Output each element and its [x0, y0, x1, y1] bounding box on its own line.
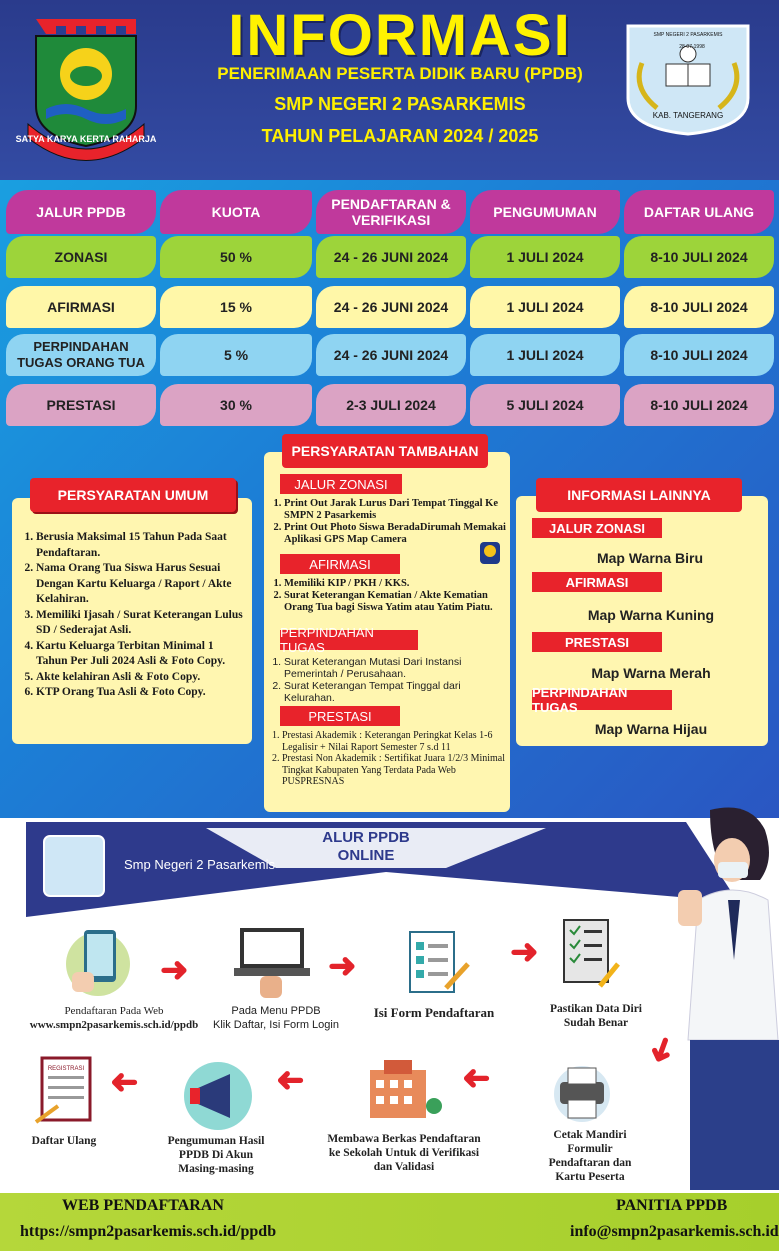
- row-perpindahan-ulang: 8-10 JULI 2024: [624, 334, 774, 376]
- row-afirmasi-jalur: AFIRMASI: [6, 286, 156, 328]
- list-item: 1. Memiliki KIP / PKH / KKS.: [284, 578, 508, 590]
- list-item: 4. Kartu Keluarga Terbitan Minimal 1 Tahun Per Juli 2024 Asli & Foto Copy.: [36, 639, 246, 670]
- step-4-line2: Sudah Benar: [563, 1017, 629, 1029]
- step-7-line1: Pengumuman Hasil: [167, 1135, 265, 1147]
- step-7-label: [146, 1134, 286, 1176]
- step-1-label: [14, 1004, 214, 1032]
- lainnya-pindah-value: Map Warna Hijau: [594, 721, 708, 737]
- lainnya-afirmasi-label: AFIRMASI: [532, 572, 662, 592]
- svg-text:Smp Negeri 2 Pasarkemis: Smp Negeri 2 Pasarkemis: [124, 857, 275, 872]
- row-zonasi-jalur: ZONASI: [6, 236, 156, 278]
- step-6-line3: dan Validasi: [373, 1161, 435, 1173]
- col-header-pendaftaran: PENDAFTARAN & VERIFIKASI: [316, 190, 466, 234]
- col-header-daftar-ulang: DAFTAR ULANG: [624, 190, 774, 234]
- step-8-label: Daftar Ulang: [31, 1135, 97, 1147]
- row-perpindahan-daftar: 24 - 26 JUNI 2024: [316, 334, 466, 376]
- persyaratan-umum-list: [22, 530, 246, 701]
- tambahan-prestasi-label: PRESTASI: [280, 706, 400, 726]
- registration-form-icon: [34, 1056, 98, 1128]
- form-icon: [402, 928, 474, 998]
- tangerang-logo: [15, 14, 157, 164]
- step-6-line2: ke Sekolah Untuk di Verifikasi: [328, 1147, 480, 1159]
- svg-text:KAB. TANGERANG: KAB. TANGERANG: [652, 111, 724, 120]
- row-perpindahan-jalur: PERPINDAHAN TUGAS ORANG TUA: [6, 334, 156, 376]
- footer-email[interactable]: info@smpn2pasarkemis.sch.id: [570, 1223, 779, 1240]
- step-1-line2: www.smpn2pasarkemis.sch.id/ppdb: [29, 1019, 199, 1031]
- list-item: 1. Berusia Maksimal 15 Tahun Pada Saat Pendaftaran.: [36, 530, 246, 561]
- col-header-pengumuman: PENGUMUMAN: [470, 190, 620, 234]
- step-5-line3: Pendaftaran dan: [548, 1157, 632, 1169]
- list-item: 1. Surat Keterangan Mutasi Dari Instansi Pemerintah / Perusahaan.: [284, 656, 508, 680]
- gps-camera-icon: [480, 542, 500, 564]
- arrow-left-icon: ➜: [276, 1061, 305, 1099]
- step-5-label: [520, 1128, 660, 1184]
- step-2-label: [196, 1004, 356, 1032]
- arrow-right-icon: ➜: [510, 933, 539, 971]
- step-5-line1: Cetak Mandiri: [553, 1129, 627, 1141]
- row-prestasi-kuota: 30 %: [160, 384, 312, 426]
- svg-text:SMP NEGERI 2 PASARKEMIS: SMP NEGERI 2 PASARKEMIS: [653, 32, 723, 38]
- row-perpindahan-umum: 1 JULI 2024: [470, 334, 620, 376]
- subtitle-year: TAHUN PELAJARAN 2024 / 2025: [261, 126, 539, 146]
- row-prestasi-daftar: 2-3 JULI 2024: [316, 384, 466, 426]
- row-zonasi-umum: 1 JULI 2024: [470, 236, 620, 278]
- list-item: 3. Memiliki Ijasah / Surat Keterangan Lulus SD / Sederajat Asli.: [36, 608, 246, 639]
- step-3-label: Isi Form Pendaftaran: [373, 1005, 495, 1020]
- checklist-icon: [560, 916, 620, 992]
- subtitle-school: SMP NEGERI 2 PASARKEMIS: [274, 94, 526, 114]
- arrow-down-icon: ➜: [639, 1030, 685, 1070]
- lainnya-afirmasi-value: Map Warna Kuning: [587, 607, 715, 623]
- header-banner: [0, 0, 779, 180]
- tambahan-pindah-label: PERPINDAHAN TUGAS: [280, 630, 418, 650]
- list-item: 2. Nama Orang Tua Siswa Harus Sesuai Dengan Kartu Keluarga / Raport / Akte Kelahiran.: [36, 561, 246, 608]
- list-item: 2. Surat Keterangan Kematian / Akte Kematian Orang Tua bagi Siswa Yatim atau Yatim Piatu.: [284, 590, 508, 614]
- printer-icon: [550, 1060, 614, 1122]
- step-7-line2: PPDB Di Akun: [178, 1149, 254, 1161]
- footer-web-url[interactable]: https://smpn2pasarkemis.sch.id/ppdb: [20, 1223, 277, 1240]
- row-afirmasi-umum: 1 JULI 2024: [470, 286, 620, 328]
- alur-banner: [26, 822, 738, 917]
- tambahan-prestasi-list: [268, 730, 508, 788]
- step-2-line1: Pada Menu PPDB: [231, 1005, 321, 1017]
- list-item: 2. Print Out Photo Siswa BeradaDirumah Memakai Aplikasi GPS Map Camera: [284, 522, 508, 546]
- laptop-icon: [232, 922, 312, 1000]
- step-4-line1: Pastikan Data Diri: [550, 1003, 642, 1015]
- row-afirmasi-daftar: 24 - 26 JUNI 2024: [316, 286, 466, 328]
- step-2-line2: Klik Daftar, Isi Form Login: [213, 1019, 339, 1031]
- col-header-kuota: KUOTA: [160, 190, 312, 234]
- arrow-left-icon: ➜: [110, 1063, 139, 1101]
- step-4-label: [526, 1002, 666, 1030]
- list-item: 1. Prestasi Akademik : Keterangan Peringkat Kelas 1-6 Legalisir + Nilai Raport Semester 7 s.d 11: [282, 730, 508, 753]
- row-prestasi-umum: 5 JULI 2024: [470, 384, 620, 426]
- tablet-icon: [62, 924, 134, 998]
- row-prestasi-ulang: 8-10 JULI 2024: [624, 384, 774, 426]
- list-item: 2. Surat Keterangan Tempat Tinggal dari Kelurahan.: [284, 680, 508, 704]
- tambahan-afirmasi-list: [270, 578, 508, 614]
- footer-bar: [0, 1190, 779, 1251]
- subtitle-ppdb: PENERIMAAN PESERTA DIDIK BARU (PPDB): [217, 64, 583, 83]
- school-logo: [622, 18, 754, 136]
- step-5-line4: Kartu Peserta: [555, 1171, 625, 1183]
- step-6-line1: Membawa Berkas Pendaftaran: [327, 1133, 481, 1145]
- informasi-lainnya-title: INFORMASI LAINNYA: [536, 478, 742, 512]
- row-zonasi-kuota: 50 %: [160, 236, 312, 278]
- svg-text:ONLINE: ONLINE: [337, 847, 395, 864]
- step-7-line3: Masing-masing: [178, 1163, 254, 1175]
- megaphone-icon: [180, 1060, 256, 1132]
- svg-text:SATYA KARYA KERTA RAHARJA: SATYA KARYA KERTA RAHARJA: [15, 134, 157, 144]
- tambahan-zonasi-label: JALUR ZONASI: [280, 474, 402, 494]
- lainnya-zonasi-value: Map Warna Biru: [596, 550, 704, 566]
- row-zonasi-ulang: 8-10 JULI 2024: [624, 236, 774, 278]
- arrow-right-icon: ➜: [328, 947, 357, 985]
- row-afirmasi-kuota: 15 %: [160, 286, 312, 328]
- lainnya-pindah-label: PERPINDAHAN TUGAS: [532, 690, 672, 710]
- step-6-label: [304, 1132, 504, 1174]
- lainnya-prestasi-label: PRESTASI: [532, 632, 662, 652]
- list-item: 1. Print Out Jarak Lurus Dari Tempat Tinggal Ke SMPN 2 Pasarkemis: [284, 498, 508, 522]
- tambahan-afirmasi-label: AFIRMASI: [280, 554, 400, 574]
- arrow-right-icon: ➜: [160, 951, 189, 989]
- row-afirmasi-ulang: 8-10 JULI 2024: [624, 286, 774, 328]
- list-item: 2. Prestasi Non Akademik : Sertifikat Juara 1/2/3 Minimal Tingkat Kabupaten Yang Terdata Pada Web PUSPRESNAS: [282, 753, 508, 788]
- col-header-jalur: JALUR PPDB: [6, 190, 156, 234]
- footer-panitia: PANITIA PPDB: [616, 1197, 728, 1214]
- tambahan-zonasi-list: [270, 498, 508, 546]
- persyaratan-umum-title: PERSYARATAN UMUM: [30, 478, 236, 512]
- tambahan-pindah-list: [270, 656, 508, 704]
- school-building-icon: [360, 1054, 444, 1126]
- page-title: INFORMASI: [228, 3, 572, 68]
- row-zonasi-daftar: 24 - 26 JUNI 2024: [316, 236, 466, 278]
- step-5-line2: Formulir: [567, 1143, 613, 1155]
- svg-text:28-07-1998: 28-07-1998: [679, 44, 705, 50]
- step-1-line1: Pendaftaran Pada Web: [64, 1005, 164, 1017]
- svg-text:REGISTRASI: REGISTRASI: [47, 1066, 85, 1072]
- list-item: 5. Akte kelahiran Asli & Foto Copy.: [36, 670, 246, 686]
- student-figure: [670, 800, 779, 1190]
- persyaratan-tambahan-title: PERSYARATAN TAMBAHAN: [282, 434, 488, 468]
- lainnya-zonasi-label: JALUR ZONASI: [532, 518, 662, 538]
- row-perpindahan-kuota: 5 %: [160, 334, 312, 376]
- row-prestasi-jalur: PRESTASI: [6, 384, 156, 426]
- footer-web-label: WEB PENDAFTARAN: [62, 1197, 224, 1214]
- arrow-left-icon: ➜: [462, 1059, 491, 1097]
- lainnya-prestasi-value: Map Warna Merah: [591, 665, 711, 681]
- svg-text:ALUR PPDB: ALUR PPDB: [322, 829, 410, 846]
- list-item: 6. KTP Orang Tua Asli & Foto Copy.: [36, 685, 246, 701]
